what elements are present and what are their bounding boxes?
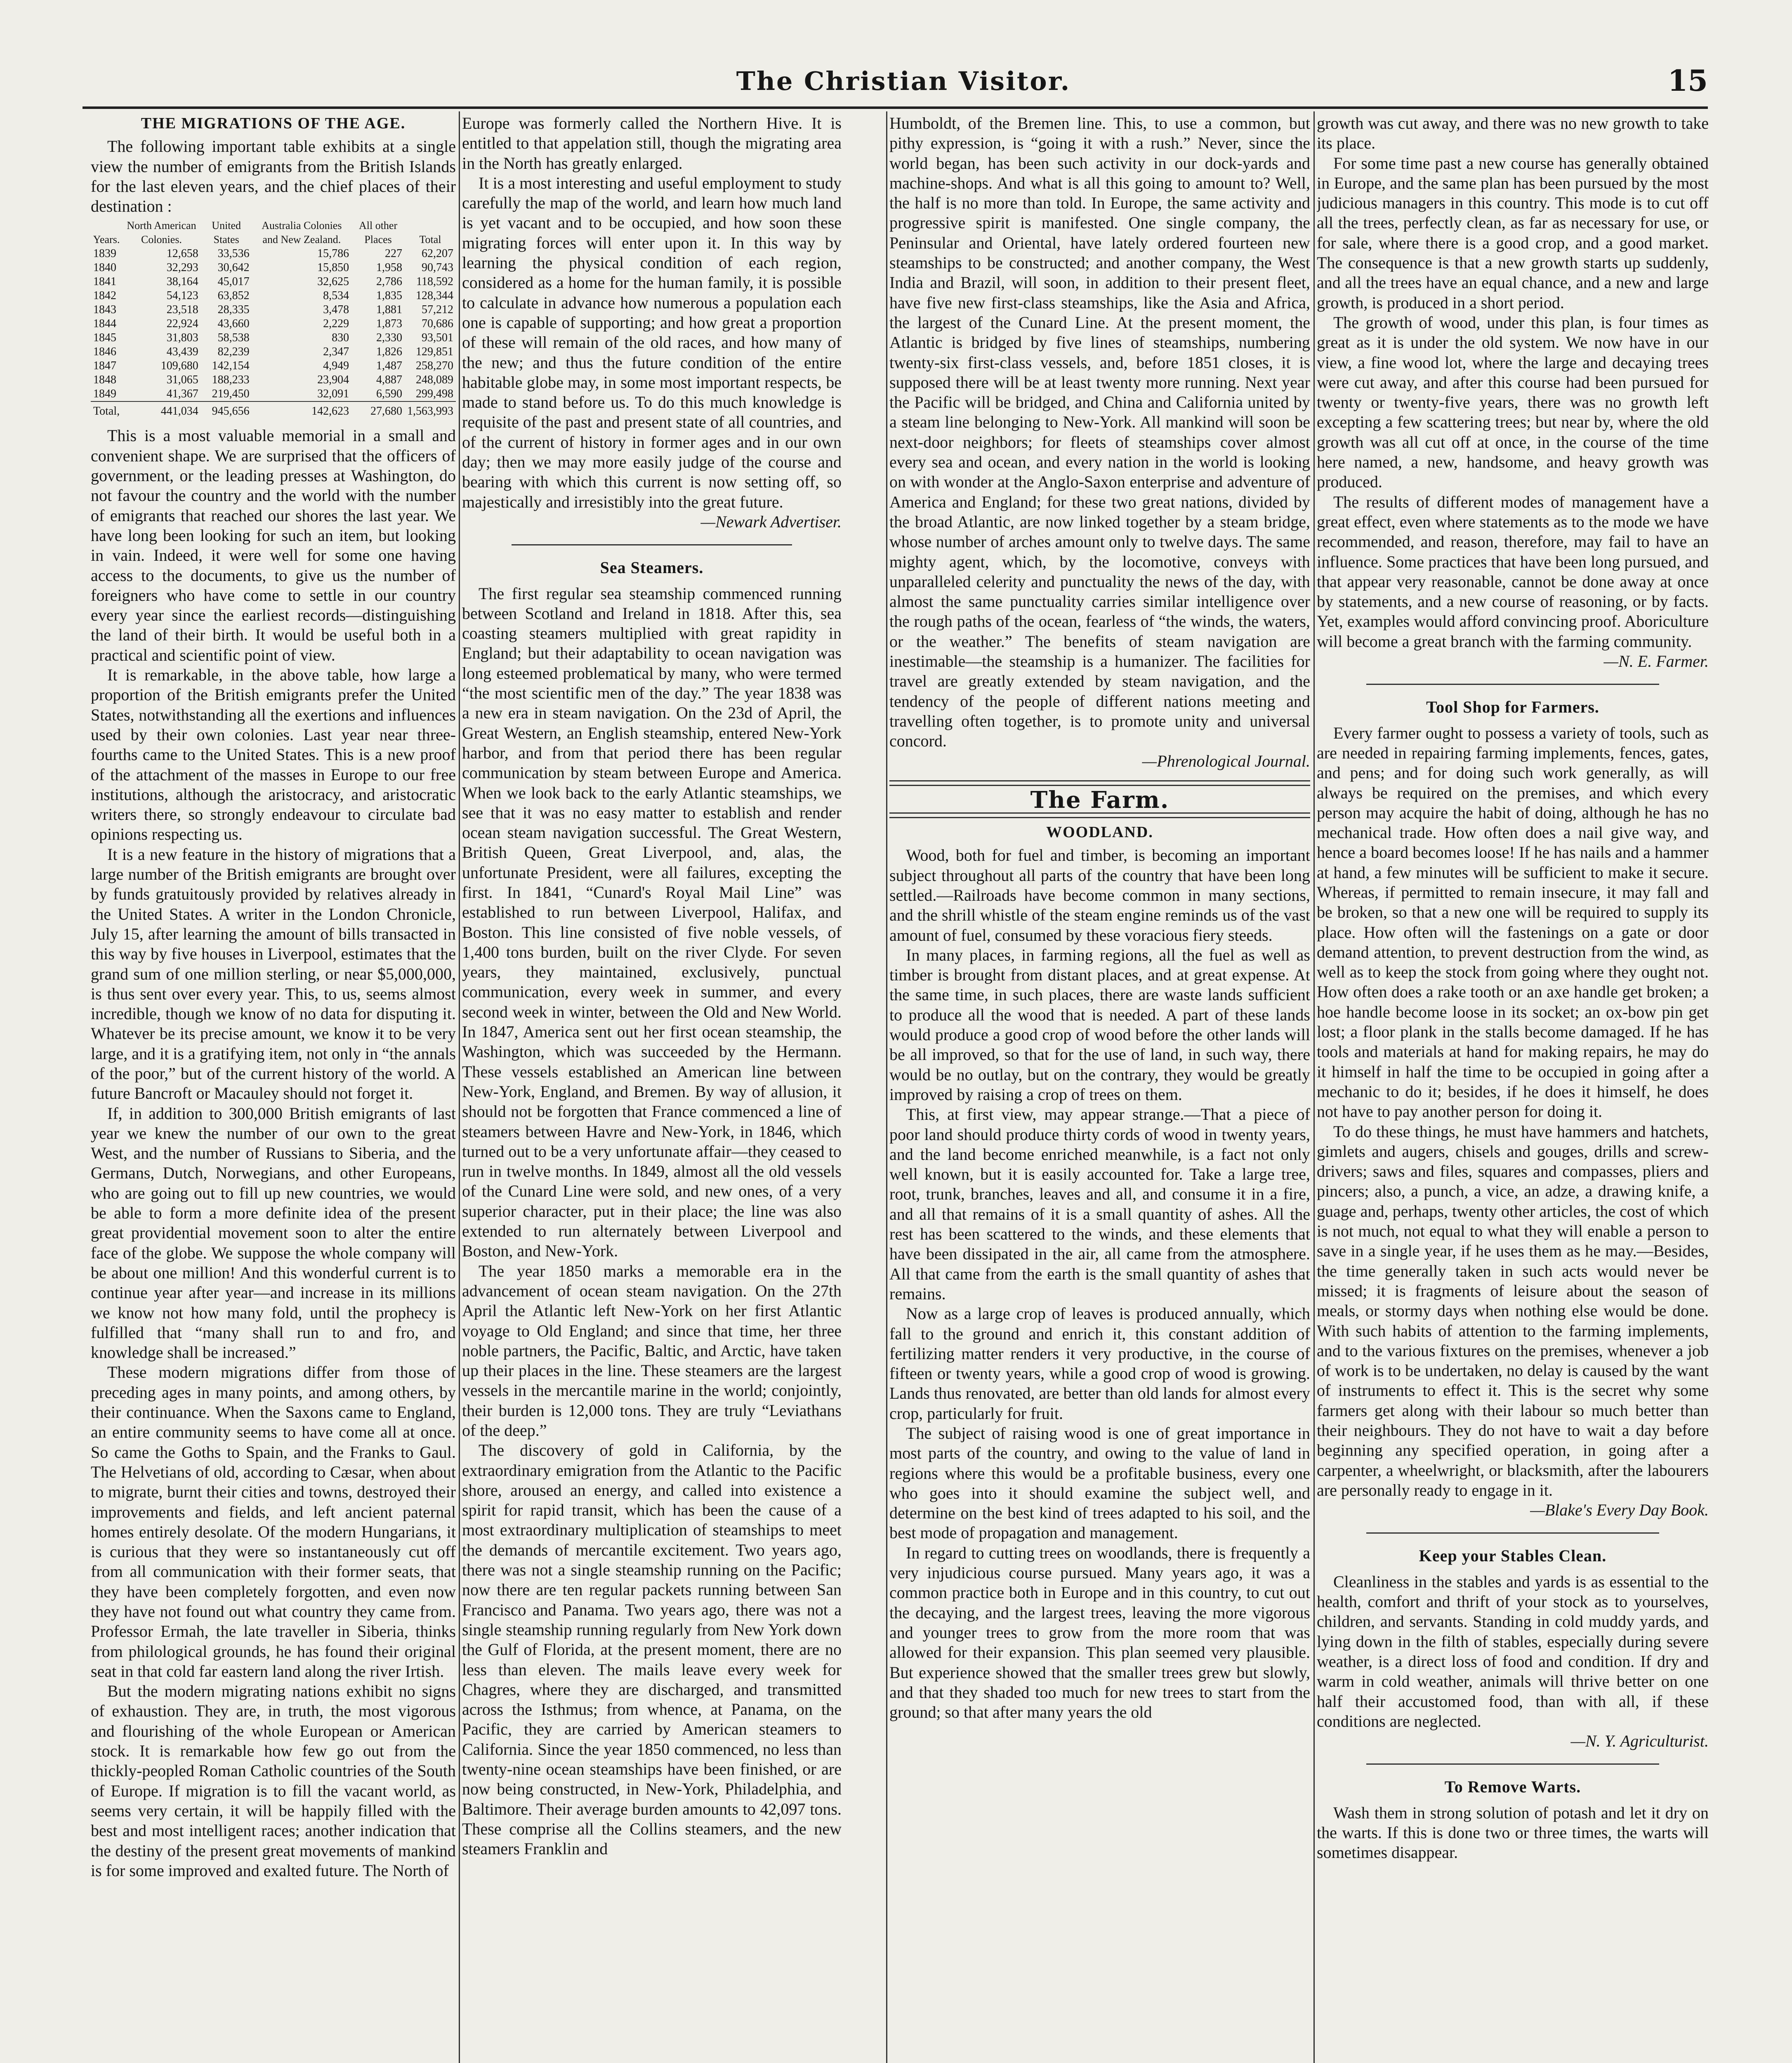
table-row [91, 331, 456, 345]
article-paragraph: Wood, both for fuel and timber, is becoming an important subject throughout all parts of the country that have been long settled.—Railroads have become common in many sections, and the shrill whistle of the steam engine reminds us of the vast amount of fuel, consumed by these voracious fiery steeds. [889, 846, 1310, 944]
table-cell: 32,091 [317, 387, 349, 401]
emigrants-table [91, 219, 456, 418]
table-cell: 2,347 [323, 345, 349, 359]
table-cell: 1843 [93, 303, 116, 316]
article-source: —N. Y. Agriculturist. [1570, 1732, 1709, 1751]
table-cell: 1849 [93, 387, 116, 401]
table-cell: 1848 [93, 373, 116, 387]
table-cell: 33,536 [217, 247, 250, 260]
table-cell: 1840 [93, 261, 116, 274]
table-cell: 1,487 [376, 359, 402, 373]
table-cell: 8,534 [323, 289, 349, 302]
table-cell: 45,017 [217, 275, 250, 288]
table-cell: 1846 [93, 345, 116, 359]
table-cell: 58,538 [217, 331, 250, 345]
table-cell: 142,154 [212, 359, 250, 373]
table-header: Total [419, 234, 441, 246]
table-cell: 6,590 [376, 387, 402, 401]
article-paragraph: This is a most valuable memorial in a small and convenient shape. We are surprised that the officers of government, or the leading presses at Washington, do not favour the country and the world with the number of emigrants that reached our shores the last year. We have long been looking for such an item, but looking in vain. Indeed, it were well for some one having access to the documents, to give us the number of foreigners who have come to settle in our country every year since the earliest records—distinguishing the land of their birth. It would be useful both in a practical and scientific point of view. [91, 426, 456, 664]
article-paragraph: It is a most interesting and useful employment to study carefully the map of the world, and learn how much land is yet vacant and to be occupied, and how soon these migrating forces will enter upon it. In this way by learning the physical condition of each region, considered as a home for the human family, it is possible to calculate in advance how numerous a population each one is capable of supporting; and how great a proportion of these will remain of the old races, and how many of the new; and thus the future condition of the entire habitable globe may, in some most important respects, be made to stand before us. To do this much knowledge is requisite of the past and present state of all countries, and of the current of history in former ages and in our own day; then we may more easily judge of the course and bearing with which this current is now setting off, so majestically and irresistibly into the great future. [462, 173, 842, 511]
table-cell: 23,904 [317, 373, 349, 387]
column-divider [1313, 111, 1315, 2063]
table-row [91, 373, 456, 387]
table-cell: 227 [384, 247, 402, 260]
column-2 [462, 113, 842, 2063]
table-cell: 129,851 [416, 345, 453, 359]
table-cell: 1842 [93, 289, 116, 302]
table-cell: 1841 [93, 275, 116, 288]
article-paragraph: These modern migrations differ from those of preceding ages in many points, and among others, by their continuance. When the Saxons came to England, an entire community seems to have come all at once. So came the Goths to Spain, and the Franks to Gaul. The Helvetians of old, according to Cæsar, when about to migrate, burnt their cities and towns, destroyed their improvements and fields, and left ancient paternal homes entirely desolate. Of the modern Hungarians, it is curious that they were so instantaneously cut off from all communication with their former seats, that they have been completely forgotten, and even now they have not found out what country they came from. Professor Ermah, the late traveller in Siberia, thinks from philological grounds, he has found their original seat in that cold far eastern land along the river Irtish. [91, 1363, 456, 1681]
table-cell: 188,233 [212, 373, 250, 387]
table-cell: 32,293 [166, 261, 198, 274]
article-separator [1366, 1763, 1659, 1765]
page-number: 15 [1667, 64, 1708, 98]
article-source: —Newark Advertiser. [700, 512, 842, 531]
column-3 [889, 113, 1310, 2063]
masthead-rule [83, 106, 1708, 109]
table-cell: 12,658 [166, 247, 198, 260]
article-paragraph: Wash them in strong solution of potash and let it dry on the warts. If this is done two or three times, the warts will sometimes disappear. [1317, 1803, 1709, 1862]
table-cell: 1847 [93, 359, 116, 373]
table-cell: 27,680 [351, 401, 405, 418]
table-cell: 93,501 [422, 331, 453, 345]
table-cell: 299,498 [416, 387, 453, 401]
article-paragraph: The following important table exhibits at a single view the number of emigrants from the British Islands for the last eleven years, and the chief places of their destination : [91, 137, 456, 216]
table-cell: 54,123 [166, 289, 198, 302]
table-cell: 945,656 [201, 401, 252, 418]
table-cell: 63,852 [217, 289, 250, 302]
table-cell: 3,478 [323, 303, 349, 316]
article-paragraph: To do these things, he must have hammers and hatchets, gimlets and augers, chisels and gouges, drills and screw-drivers; saws and files, squares and compasses, pliers and pincers; also, a punch, a vice, an adze, a drawing knife, a guage and, perhaps, twenty other articles, the cost of which is not much, not equal to what they will enable a person to save in a single year, if he uses them as he may.—Besides, the time generally taken in such acts would never be missed; it is fragments of leisure about the season of meals, or stormy days when nothing else would be done. With such habits of attention to the farming implements, and to the various fixtures on the premises, whenever a job of work is to be undertaken, no delay is caused by the want of instruments to effect it. This is the secret why some farmers get along with their labour so much better than their neighbours. They do not have to wait a day before beginning any specified operation, in going after a carpenter, a wheelwright, or blacksmith, after the labourers are personally ready to engage in it. [1317, 1122, 1709, 1499]
article-paragraph: Cleanliness in the stables and yards is as essential to the health, comfort and thrift of your stock as to yourselves, children, and servants. Standing in cold muddy yards, and lying down in the filth of stables, especially during severe weather, is a direct loss of food and condition. If dry and warm in cold weather, animals will thrive better on one half their accustomed food, than with all, if these conditions are neglected. [1317, 1572, 1709, 1730]
masthead [99, 62, 1708, 99]
table-header: United States [212, 220, 241, 246]
table-cell: 22,924 [166, 317, 198, 330]
table-cell: Total, [91, 401, 122, 418]
table-cell: 28,335 [217, 303, 250, 316]
table-cell: 1,881 [376, 303, 402, 316]
table-cell: 23,518 [166, 303, 198, 316]
table-cell: 1845 [93, 331, 116, 345]
column-divider [886, 111, 887, 2063]
table-header: All other Places [358, 220, 398, 246]
article-paragraph: The results of different modes of management have a great effect, even where statements as to the mode we have recommended, and reason, therefore, may fail to have an influence. Some practices that have been long pursued, and that appear very reasonable, cannot be done away at once by statements, and a new course of reasoning, or by facts. Yet, examples would afford convincing proof. Aboriculture will become a great branch with the farming community. [1317, 492, 1709, 651]
article-paragraph: It is remarkable, in the above table, how large a proportion of the British emigrants prefer the United States, notwithstanding all the exertions and influences used by their own colonies. Last year near three-fourths came to the United States. This is a new proof of the attachment of the masses in Europe to our free institutions, although the aristocracy, and aristocratic writers there, so strongly endeavour to circulate bad opinions respecting us. [91, 666, 456, 844]
table-header: Australia Colonies and New Zealand. [262, 220, 342, 246]
table-row [91, 359, 456, 373]
article-paragraph: In many places, in farming regions, all the fuel as well as timber is brought from distant places, and at great expense. At the same time, in such places, there are waste lands sufficient to produce all the wood that is needed. A part of these lands would produce a good crop of wood before the other lands will be all improved, so that for the use of land, in such way, there would be no outlay, but on the contrary, they would be greatly improved by raising a crop of trees on them. [889, 945, 1310, 1104]
article-source: —N. E. Farmer. [1603, 652, 1709, 671]
article-paragraph: Every farmer ought to possess a variety of tools, such as are needed in repairing farming implements, fences, gates, and pens; and for doing such work generally, as will always be required on the premises, and which every person may acquire the habit of doing, although he has no mechanical trade. How often does a nail give way, and hence a board becomes loose! If he has nails and a hammer at hand, a few minutes will be sufficient to make it secure. Whereas, if permitted to remain insecure, it may fall and be broken, so that a new one will be required to supply its place. How often will the fastenings on a gate or door demand attention, to prevent destruction from the wind, as well as to keep the stock from going where they ought not. How often does a rake tooth or an axe handle get broken; a hoe handle become loose in its socket; an ox-bow pin get lost; a floor plank in the stalls become damaged. If he has tools and materials at hand for making repairs, he may do it himself in half the time to be occupied in going after a mechanic to do it; besides, if he does it himself, he does not have to pay another person for doing it. [1317, 723, 1709, 1121]
article-paragraph: growth was cut away, and there was no new growth to take its place. [1317, 114, 1709, 153]
article-heading-woodland: WOODLAND. [1046, 824, 1153, 841]
article-source: —Phrenological Journal. [1142, 751, 1310, 770]
article-paragraph: Humboldt, of the Bremen line. This, to use a common, but pithy expression, is “going it with a rush.” Never, since the world began, has been such activity in our dock-yards and machine-shops. And what is all this going to amount to? Well, the half is no more than told. In Europe, the same activity and progressive spirit is manifested. One single company, the Peninsular and Oriental, have lately ordered fourteen new steamships to be constructed; and another company, the West India and Brazil, will soon, in addition to their present fleet, have five new first-class steamships, like the Asia and Africa, the largest of the Cunard Line. At the present moment, the Atlantic is bridged by five lines of steamships, numbering twenty-six first-class vessels, and, before 1851 closes, it is supposed there will be at least twenty more running. Next year the Pacific will be bridged, and China and California united by a steam line belonging to New-York. All mankind will soon be next-door neighbors; for fleets of steamships cover almost every sea and ocean, and every nation in the world is looking on with wonder at the Anglo-Saxon enterprise and adventure of America and England; for these two great nations, divided by the broad Atlantic, are now linked together by a steam bridge, whose number of arches amount only to twelve days. The same mighty agent, which, by the locomotive, conveys with unparalleled celerity and punctuality the news of the day, with almost the same punctuality carries similar intelligence over the rough paths of the ocean, fearless of “the winds, the waters, or the weather.” The benefits of steam navigation are inestimable—the steamship is a humanizer. The facilities for travel are greatly extended by steam navigation, and the tendency of the people of different nations meeting and travelling often together, is to promote unity and universal concord. [889, 114, 1310, 751]
table-row [91, 387, 456, 401]
column-4 [1317, 113, 1709, 2063]
table-cell: 41,367 [166, 387, 198, 401]
article-paragraph: For some time past a new course has generally obtained in Europe, and the same plan has been pursued by the most judicious managers in this country. This mode is to cut off all the trees, perfectly clean, as far as necessary for use, or for sale, where there is a good crop, and a good market. The consequence is that a new growth starts up suddenly, and all the trees have an equal chance, and a new and large growth, is produced in a short period. [1317, 153, 1709, 312]
table-row [91, 317, 456, 331]
article-source: —Blake's Every Day Book. [1530, 1501, 1709, 1520]
column-1 [91, 113, 456, 2063]
article-paragraph: But the modern migrating nations exhibit no signs of exhaustion. They are, in truth, the most vigorous and flourishing of the whole European or American stock. It is remarkable how few go out from the thickly-peopled Roman Catholic countries of the South of Europe. If migration is to fill the vacant world, as seems very certain, it will be happily filled with the best and most intelligent races; another indication that the destiny of the present great movements of mankind is for some improved and exalted future. The North of [91, 1682, 456, 1880]
table-header-row [91, 219, 456, 247]
article-heading-warts: To Remove Warts. [1444, 1777, 1581, 1796]
article-paragraph: This, at first view, may appear strange.—That a piece of poor land should produce thirty cords of wood in twenty years, and the land become enriched meanwhile, is a fact not only well known, but it is easily accounted for. Take a large tree, root, trunk, branches, leaves and all, and consume it in a fire, and all that remains of it is a small quantity of ashes. All the rest has been scattered to the winds, and these elements that have been dissipated in the air, all came from the atmosphere. All that came from the earth is the small quantity of ashes that remains. [889, 1105, 1310, 1303]
table-cell: 118,592 [416, 275, 453, 288]
table-cell: 1,958 [376, 261, 402, 274]
table-cell: 57,212 [422, 303, 453, 316]
table-header: North American Colonies. [127, 220, 196, 246]
table-cell: 109,680 [160, 359, 198, 373]
table-cell: 1,826 [376, 345, 402, 359]
article-separator [1366, 684, 1659, 685]
table-cell: 128,344 [416, 289, 453, 302]
table-cell: 1839 [93, 247, 116, 260]
article-paragraph: The first regular sea steamship commenced running between Scotland and Ireland in 1818. After this, sea coasting steamers multiplied with great rapidity in England; but their adaptability to ocean navigation was long esteemed problematical by many, who were termed “the most scientific men of the day.” The year 1838 was a new era in steam navigation. On the 23d of April, the Great Western, an English steamship, entered New-York harbor, and from that period there has been regular communication by steam between Europe and America. When we look back to the early Atlantic steamships, we see that it was no easy matter to establish and render ocean steam navigation successful. The Great Western, British Queen, Great Liverpool, and, alas, the unfortunate President, were all failures, excepting the first. In 1841, “Cunard's Royal Mail Line” was established to run between Liverpool, Halifax, and Boston. This line consisted of five noble vessels, of 1,400 tons burden, built on the river Clyde. For seven years, they maintained, exclusively, punctual communication, every week in summer, and every second week in winter, between the Old and New World. In 1847, America sent out her first ocean steamship, the Washington, which was succeeded by the Hermann. These vessels established an American line between New-York, England, and Bremen. By way of allusion, it should not be forgotten that France commenced a line of steamers between Havre and New-York, in 1846, which turned out to be a very unfortunate affair—they ceased to run in twelve months. In 1849, almost all the old vessels of the Cunard Line were sold, and new ones, of a very superior character, put in their place; the line was also extended to run alternately between Liverpool and Boston, and New-York. [462, 584, 842, 1260]
article-heading-migrations: THE MIGRATIONS OF THE AGE. [141, 115, 406, 132]
article-paragraph: If, in addition to 300,000 British emigrants of last year we knew the number of our own to the great West, and the number of Russians to Siberia, and the Germans, Dutch, Norwegians, and other Europeans, who are going out to fill up new countries, we would be able to form a more definite idea of the present great providential movement soon to alter the entire face of the globe. We suppose the whole company will be about one million! And this wonderful current is to continue year after year—and increase in its millions we know not how many fold, until the prophecy is fulfilled that “many shall run to and fro, and knowledge shall be increased.” [91, 1104, 456, 1362]
table-cell: 70,686 [422, 317, 453, 330]
table-total-row [91, 401, 456, 418]
table-body [91, 247, 456, 401]
article-paragraph: The year 1850 marks a memorable era in the advancement of ocean steam navigation. On the 27th April the Atlantic left New-York on her first Atlantic voyage to Old England; and since that time, her three noble partners, the Pacific, Baltic, and Arctic, have taken up their places in the line. These steamers are the largest vessels in the mercantile marine in the world; conjointly, their burden is 12,000 tons. They are truly “Leviathans of the deep.” [462, 1261, 842, 1440]
table-cell: 1,563,993 [405, 401, 456, 418]
table-cell: 2,330 [376, 331, 402, 345]
table-cell: 1844 [93, 317, 116, 330]
article-paragraph: In regard to cutting trees on woodlands, there is frequently a very injudicious course pursued. Many years ago, it was a common practice both in Europe and in this country, to cut out the decaying, and the largest trees, leaving the more vigorous and younger trees to grow from the more room that was allowed for their expansion. This plan seemed very plausible. But experience showed that the smaller trees grew but slowly, and that they shaded too much for new trees to start from the ground; so that after many years the old [889, 1543, 1310, 1722]
table-cell: 830 [332, 331, 349, 345]
article-heading-sea-steamers: Sea Steamers. [600, 558, 704, 577]
table-cell: 258,270 [416, 359, 453, 373]
table-row [91, 289, 456, 303]
table-row [91, 303, 456, 317]
article-heading-tool-shop: Tool Shop for Farmers. [1426, 698, 1599, 717]
table-cell: 31,065 [166, 373, 198, 387]
section-rule [889, 780, 1310, 786]
table-cell: 90,743 [422, 261, 453, 274]
table-cell: 32,625 [317, 275, 349, 288]
table-cell: 248,089 [416, 373, 453, 387]
table-cell: 82,239 [217, 345, 250, 359]
article-separator [512, 544, 792, 545]
table-cell: 15,850 [317, 261, 349, 274]
table-cell: 43,660 [217, 317, 250, 330]
table-cell: 219,450 [212, 387, 250, 401]
table-row [91, 275, 456, 289]
masthead-title: The Christian Visitor. [736, 66, 1071, 96]
article-separator [1366, 1532, 1659, 1534]
table-cell: 43,439 [166, 345, 198, 359]
table-cell: 62,207 [422, 247, 453, 260]
article-heading-stables: Keep your Stables Clean. [1419, 1546, 1607, 1565]
table-cell: 2,229 [323, 317, 349, 330]
table-row [91, 345, 456, 359]
table-cell: 31,803 [166, 331, 198, 345]
table-cell: 441,034 [122, 401, 201, 418]
article-paragraph: Europe was formerly called the Northern Hive. It is entitled to that appelation still, though the migrating area in the North has greatly enlarged. [462, 114, 842, 172]
column-divider [459, 111, 460, 2063]
table-cell: 142,623 [252, 401, 352, 418]
article-paragraph: The growth of wood, under this plan, is four times as great as it is under the old system. We now have in our view, a fine wood lot, where the large and decaying trees were cut away, and after this course had been pursued for twenty or twenty-five years, there was no growth left excepting a few scattering trees; but near by, where the old growth was all cut off at once, in the course of the time here named, a new, handsome, and heavy growth was produced. [1317, 313, 1709, 491]
table-cell: 15,786 [317, 247, 349, 260]
table-cell: 30,642 [217, 261, 250, 274]
table-row [91, 261, 456, 275]
table-cell: 4,887 [376, 373, 402, 387]
table-cell: 1,873 [376, 317, 402, 330]
article-paragraph: It is a new feature in the history of migrations that a large number of the British emigrants are brought over by funds gratuitously provided by relatives already in the United States. A writer in the London Chronicle, July 15, after learning the amount of bills transacted in this way by five houses in Liverpool, estimates that the grand sum of one million sterling, or near $5,000,000, is thus sent over every year. This, to us, seems almost incredible, though we know of no data for disputing it. Whatever be its precise amount, we know it to be very large, and it is a gratifying item, not only in “the annals of the poor,” but of the current history of the world. A future Bancroft or Macauley should not forget it. [91, 845, 456, 1103]
article-paragraph: The discovery of gold in California, by the extraordinary emigration from the Atlantic to the Pacific shore, aroused an energy, and called into existence a spirit for rapid transit, which has been the cause of a most extraordinary multiplication of steamships to meet the demands of mercantile excitement. Two years ago, there was not a single steamship running on the Pacific; now there are ten regular packets running between San Francisco and Panama. Two years ago, there was not a single steamship running regularly from New York down the Gulf of Florida, at the present moment, there are no less than eleven. The mails leave every week for Chagres, where they are discharged, and transmitted across the Isthmus; from whence, at Panama, on the Pacific, they are carried by American steamers to California. Since the year 1850 commenced, no less than twenty-nine ocean steamships have been finished, or are now being constructed, in New-York, Philadelphia, and Baltimore. Their average burden amounts to 42,097 tons. These comprise all the Collins steamers, and the new steamers Franklin and [462, 1441, 842, 1858]
article-paragraph: Now as a large crop of leaves is produced annually, which fall to the ground and enrich it, this constant addition of fertilizing matter renders it very productive, in the course of fifteen or twenty years, while a good crop of wood is growing. Lands thus renovated, are better than old lands for almost every crop, particularly for fruit. [889, 1304, 1310, 1423]
table-cell: 1,835 [376, 289, 402, 302]
table-cell: 4,949 [323, 359, 349, 373]
section-title-farm: The Farm. [1030, 786, 1170, 814]
article-paragraph: The subject of raising wood is one of great importance in most parts of the country, and owing to the value of land in regions where this would be a profitable business, every one who goes into it should examine the subject well, and determine on the best kind of trees adapted to his soil, and the best mode of propagation and management. [889, 1424, 1310, 1542]
table-cell: 38,164 [166, 275, 198, 288]
table-header: Years. [93, 234, 120, 246]
table-cell: 2,786 [376, 275, 402, 288]
table-row [91, 247, 456, 261]
